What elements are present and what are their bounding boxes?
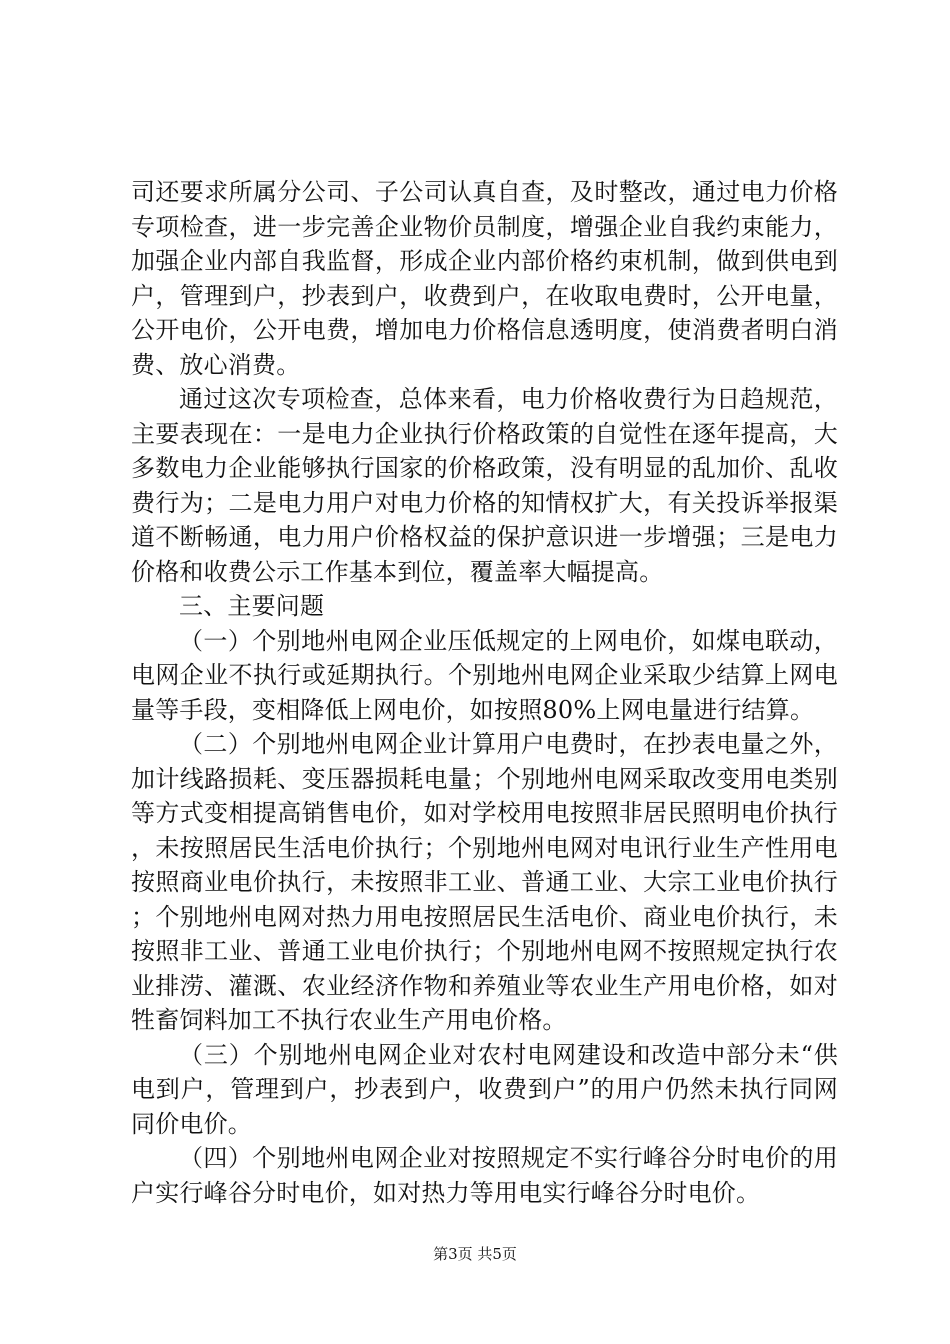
section-heading-main-issues: 三、主要问题 [179, 592, 325, 620]
issue-paragraph-3: （三）个别地州电网企业对农村电网建设和改造中部分未“供电到户，管理到户，抄表到户，收费到户”的用户仍然未执行同网同价电价。 [131, 1040, 838, 1138]
page-footer: 第3页 共5页 [433, 1245, 517, 1263]
paragraph-inspection-summary: 通过这次专项检查，总体来看，电力价格收费行为日趋规范，主要表现在：一是电力企业执行价格政策的自觉性在逐年提高，大多数电力企业能够执行国家的价格政策，没有明显的乱加价、乱收费行为；二是电力用户对电力价格的知情权扩大，有关投诉举报渠道不断畅通，电力用户价格权益的保护意识进一步增强；三是电力价格和收费公示工作基本到位，覆盖率大幅提高。 [131, 385, 838, 586]
issue-paragraph-4: （四）个别地州电网企业对按照规定不实行峰谷分时电价的用户实行峰谷分时电价，如对热力等用电实行峰谷分时电价。 [131, 1144, 838, 1207]
document-body [131, 175, 838, 1210]
issue-paragraph-2: （二）个别地州电网企业计算用户电费时，在抄表电量之外，加计线路损耗、变压器损耗电量；个别地州电网采取改变用电类别等方式变相提高销售电价，如对学校用电按照非居民照明电价执行，未按照居民生活电价执行；个别地州电网对电讯行业生产性用电按照商业电价执行，未按照非工业、普通工业、大宗工业电价执行；个别地州电网对热力用电按照居民生活电价、商业电价执行，未按照非工业、普通工业电价执行；个别地州电网不按照规定执行农业排涝、灌溉、农业经济作物和养殖业等农业生产用电价格，如对牲畜饲料加工不执行农业生产用电价格。 [131, 730, 838, 1034]
paragraph-continuation: 司还要求所属分公司、子公司认真自查，及时整改，通过电力价格专项检查，进一步完善企业物价员制度，增强企业自我约束能力，加强企业内部自我监督，形成企业内部价格约束机制，做到供电到户，管理到户，抄表到户，收费到户，在收取电费时，公开电量，公开电价，公开电费，增加电力价格信息透明度，使消费者明白消费、放心消费。 [131, 178, 838, 379]
issue-paragraph-1: （一）个别地州电网企业压低规定的上网电价，如煤电联动，电网企业不执行或延期执行。个别地州电网企业采取少结算上网电量等手段，变相降低上网电价，如按照80%上网电量进行结算。 [131, 626, 838, 724]
